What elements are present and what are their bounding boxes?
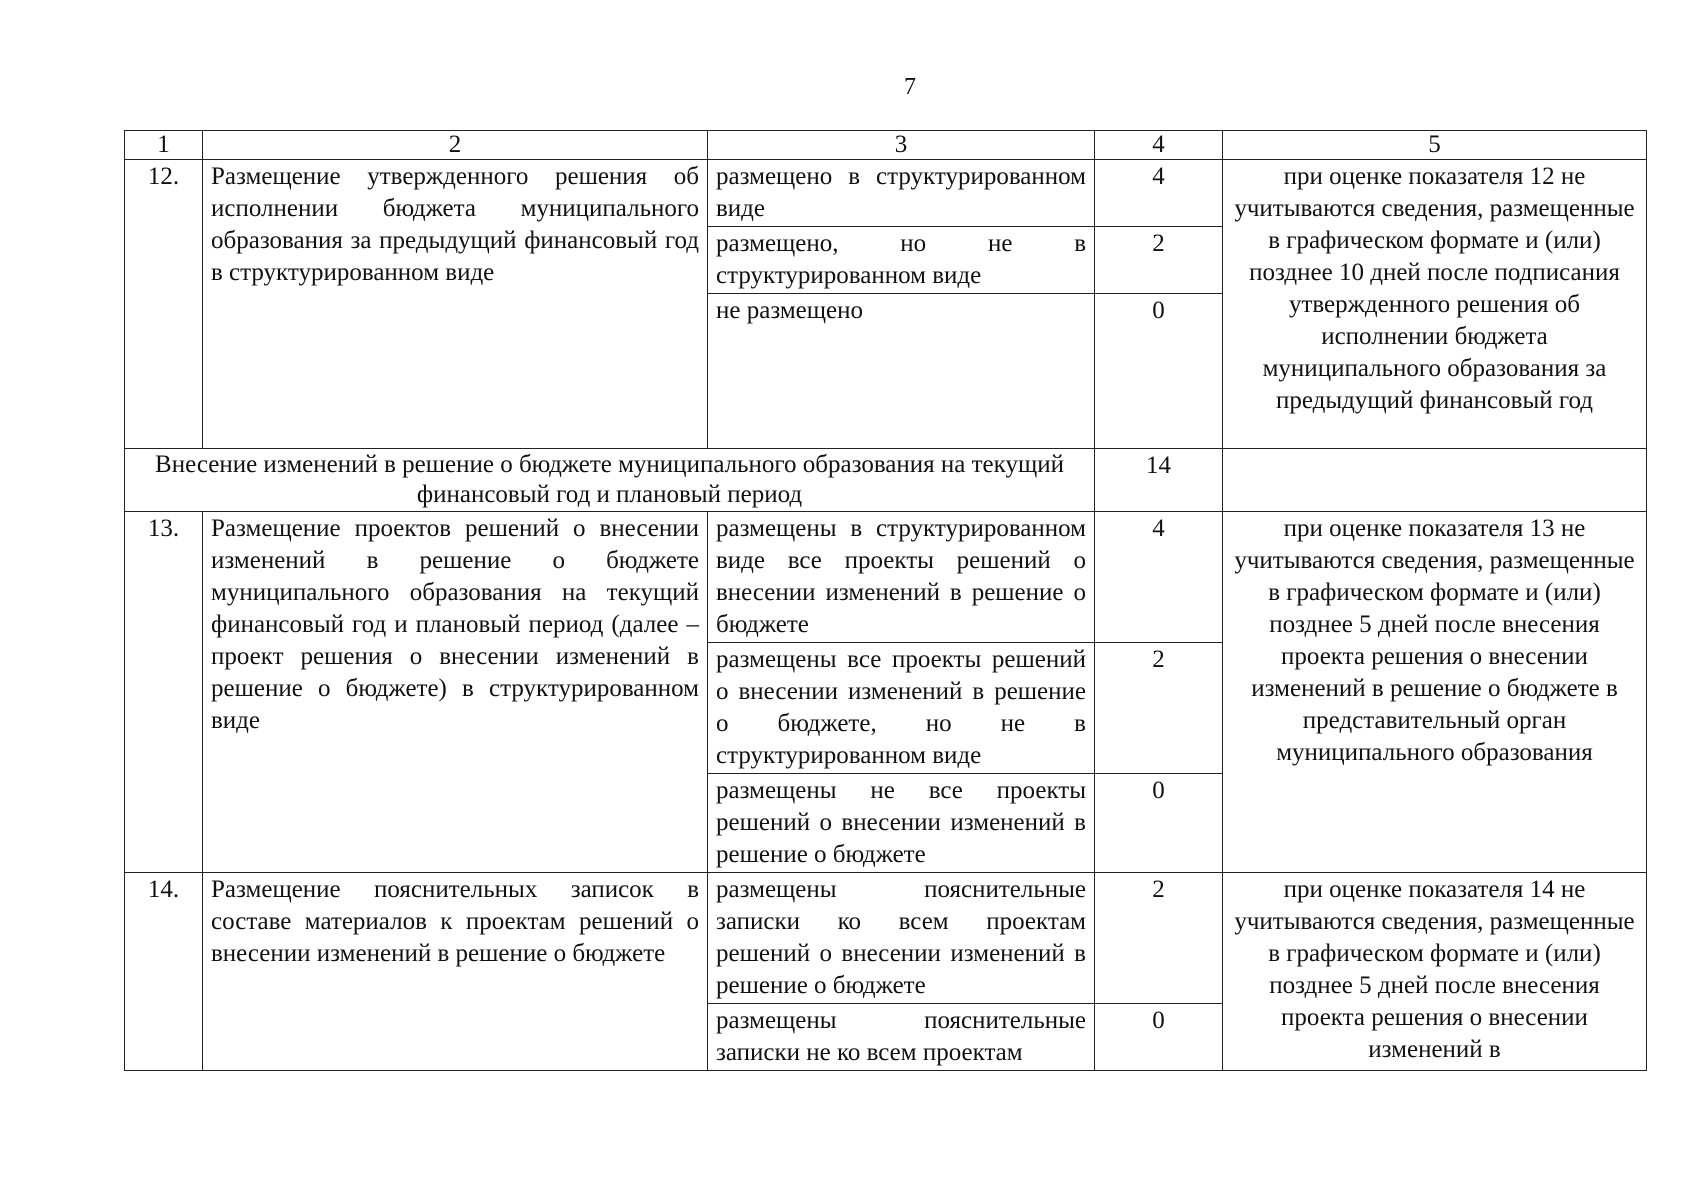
criterion-text: размещены не все проекты решений о внесении изменений в решение о бюджете <box>708 774 1095 873</box>
note-text: при оценке показателя 14 не учитываются сведения, размещенные в графическом формате и (или) позднее 5 дней после внесения проекта решения о внесении изменений в <box>1223 873 1647 1071</box>
column-number: 1 <box>125 131 203 160</box>
criterion-score: 4 <box>1095 160 1223 227</box>
criterion-score: 0 <box>1095 1004 1223 1071</box>
column-number: 3 <box>708 131 1095 160</box>
column-number: 4 <box>1095 131 1223 160</box>
criterion-score: 2 <box>1095 227 1223 294</box>
indicators-table <box>124 130 1647 1071</box>
note-text: при оценке показателя 13 не учитываются сведения, размещенные в графическом формате и (или) позднее 5 дней после внесения проекта решения о внесении изменений в решение о бюджете в представительный орган муниципального образования <box>1223 512 1647 873</box>
criterion-score: 2 <box>1095 873 1223 1004</box>
section-note-empty <box>1223 449 1647 512</box>
criterion-text: размещены все проекты решений о внесении изменений в решение о бюджете, но не в структурированном виде <box>708 643 1095 774</box>
criterion-text: размещены пояснительные записки не ко всем проектам <box>708 1004 1095 1071</box>
table-row <box>125 873 1647 1004</box>
criterion-text: размещено, но не в структурированном виде <box>708 227 1095 294</box>
row-number: 14. <box>125 873 203 1071</box>
table-row <box>125 512 1647 643</box>
section-row <box>125 449 1647 512</box>
column-number: 2 <box>203 131 708 160</box>
criterion-score: 2 <box>1095 643 1223 774</box>
criterion-text: не размещено <box>708 294 1095 449</box>
criterion-score: 0 <box>1095 294 1223 449</box>
criterion-text: размещены пояснительные записки ко всем проектам решений о внесении изменений в решение о бюджете <box>708 873 1095 1004</box>
indicator-text: Размещение пояснительных записок в составе материалов к проектам решений о внесении изменений в решение о бюджете <box>203 873 708 1071</box>
indicator-text: Размещение утвержденного решения об исполнении бюджета муниципального образования за предыдущий финансовый год в структурированном виде <box>203 160 708 449</box>
row-number: 13. <box>125 512 203 873</box>
indicator-text: Размещение проектов решений о внесении изменений в решение о бюджете муниципального образования на текущий финансовый год и плановый период (далее – проект решения о внесении изменений в решение о бюджете) в структурированном виде <box>203 512 708 873</box>
criterion-score: 0 <box>1095 774 1223 873</box>
criterion-text: размещены в структурированном виде все проекты решений о внесении изменений в решение о бюджете <box>708 512 1095 643</box>
criterion-text: размещено в структурированном виде <box>708 160 1095 227</box>
column-number-row <box>125 131 1647 160</box>
criterion-score: 4 <box>1095 512 1223 643</box>
row-number: 12. <box>125 160 203 449</box>
page-number: 7 <box>904 74 916 100</box>
section-score: 14 <box>1095 449 1223 512</box>
section-title: Внесение изменений в решение о бюджете муниципального образования на текущий финансовый год и плановый период <box>125 449 1095 512</box>
note-text: при оценке показателя 12 не учитываются сведения, размещенные в графическом формате и (или) позднее 10 дней после подписания утвержденного решения об исполнении бюджета муниципального образования за предыдущий финансовый год <box>1223 160 1647 449</box>
column-number: 5 <box>1223 131 1647 160</box>
table-row <box>125 160 1647 227</box>
